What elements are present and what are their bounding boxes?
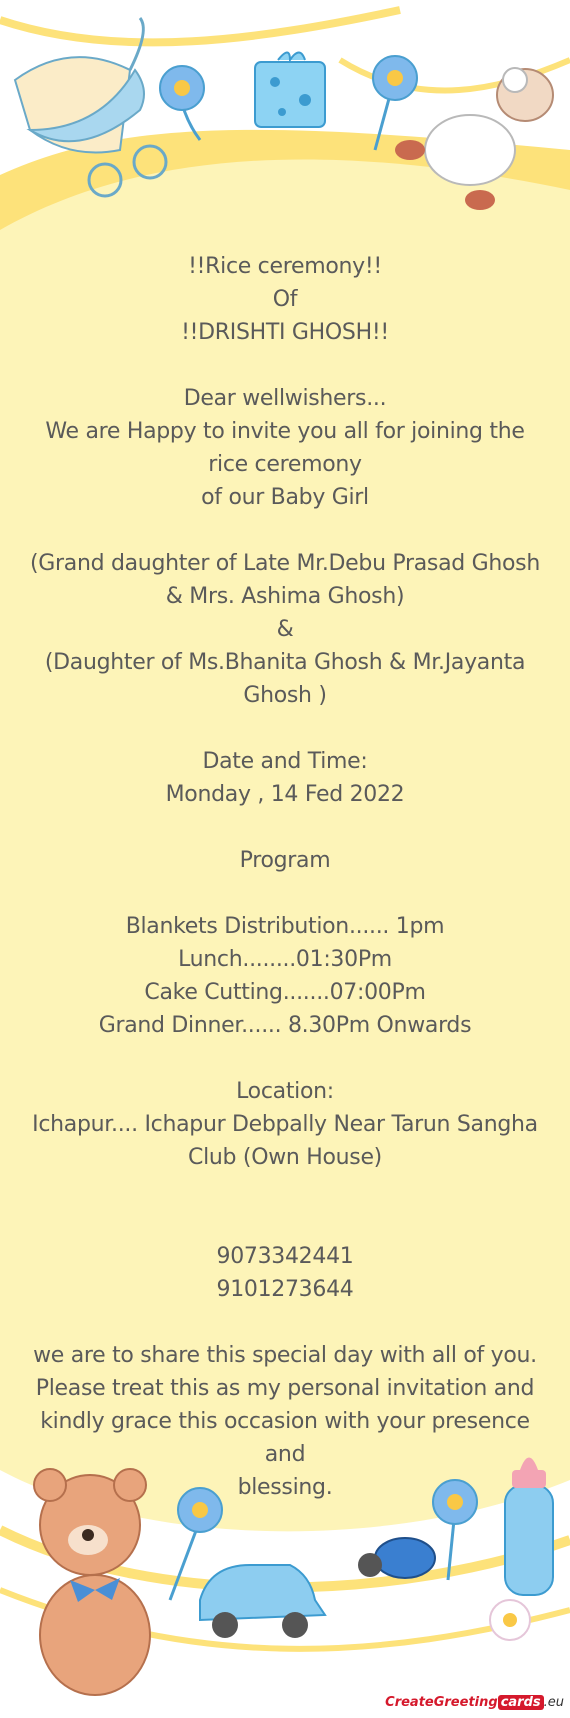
- closing-line: blessing.: [237, 1475, 333, 1500]
- location-line: Club (Own House): [188, 1145, 382, 1170]
- intro-line: of our Baby Girl: [201, 485, 369, 510]
- watermark-cards: cards: [498, 1695, 544, 1710]
- bottom-decoration: [0, 1440, 570, 1718]
- of-label: Of: [272, 287, 298, 312]
- daisy-icon: [490, 1600, 530, 1640]
- closing-line: kindly grace this occasion with your presence and: [40, 1409, 530, 1467]
- invitation-title: !!Rice ceremony!!: [188, 254, 382, 279]
- ampersand: &: [276, 617, 294, 642]
- invitation-card: [20, 250, 550, 1504]
- spacer: [20, 1042, 550, 1075]
- baby-bottle-icon: [505, 1458, 553, 1596]
- program-item: Cake Cutting.......07:00Pm: [144, 980, 426, 1005]
- date-heading: Date and Time:: [202, 749, 368, 774]
- watermark-logo: [385, 1695, 564, 1710]
- watermark-brand: CreateGreeting: [385, 1695, 498, 1710]
- grandparents-line: (Grand daughter of Late Mr.Debu Prasad Ghosh: [30, 551, 540, 576]
- intro-line: We are Happy to invite you all for joining the: [45, 419, 525, 444]
- date-value: Monday , 14 Fed 2022: [165, 782, 405, 807]
- program-heading: Program: [239, 848, 331, 873]
- closing-line: Please treat this as my personal invitation and: [35, 1376, 535, 1401]
- grandparents-line: & Mrs. Ashima Ghosh): [165, 584, 405, 609]
- watermark-tld: .eu: [543, 1695, 564, 1710]
- spacer: [20, 1174, 550, 1240]
- parents-line: (Daughter of Ms.Bhanita Ghosh & Mr.Jayanta: [44, 650, 526, 675]
- spacer: [20, 877, 550, 910]
- phone-number: 9101273644: [216, 1277, 354, 1302]
- parents-line: Ghosh ): [243, 683, 327, 708]
- location-line: Ichapur.... Ichapur Debpally Near Tarun Sangha: [32, 1112, 538, 1137]
- closing-line: we are to share this special day with all of you.: [33, 1343, 537, 1368]
- phone-number: 9073342441: [216, 1244, 354, 1269]
- spacer: [20, 811, 550, 844]
- spacer: [20, 712, 550, 745]
- program-item: Blankets Distribution...... 1pm: [125, 914, 445, 939]
- program-item: Grand Dinner...... 8.30Pm Onwards: [98, 1013, 472, 1038]
- program-item: Lunch........01:30Pm: [178, 947, 392, 972]
- gift-icon: [255, 53, 325, 128]
- intro-line: rice ceremony: [208, 452, 362, 477]
- spacer: [20, 514, 550, 547]
- spacer: [20, 349, 550, 382]
- spacer: [20, 1306, 550, 1339]
- greeting: Dear wellwishers...: [183, 386, 387, 411]
- child-name: !!DRISHTI GHOSH!!: [181, 320, 389, 345]
- location-heading: Location:: [236, 1079, 334, 1104]
